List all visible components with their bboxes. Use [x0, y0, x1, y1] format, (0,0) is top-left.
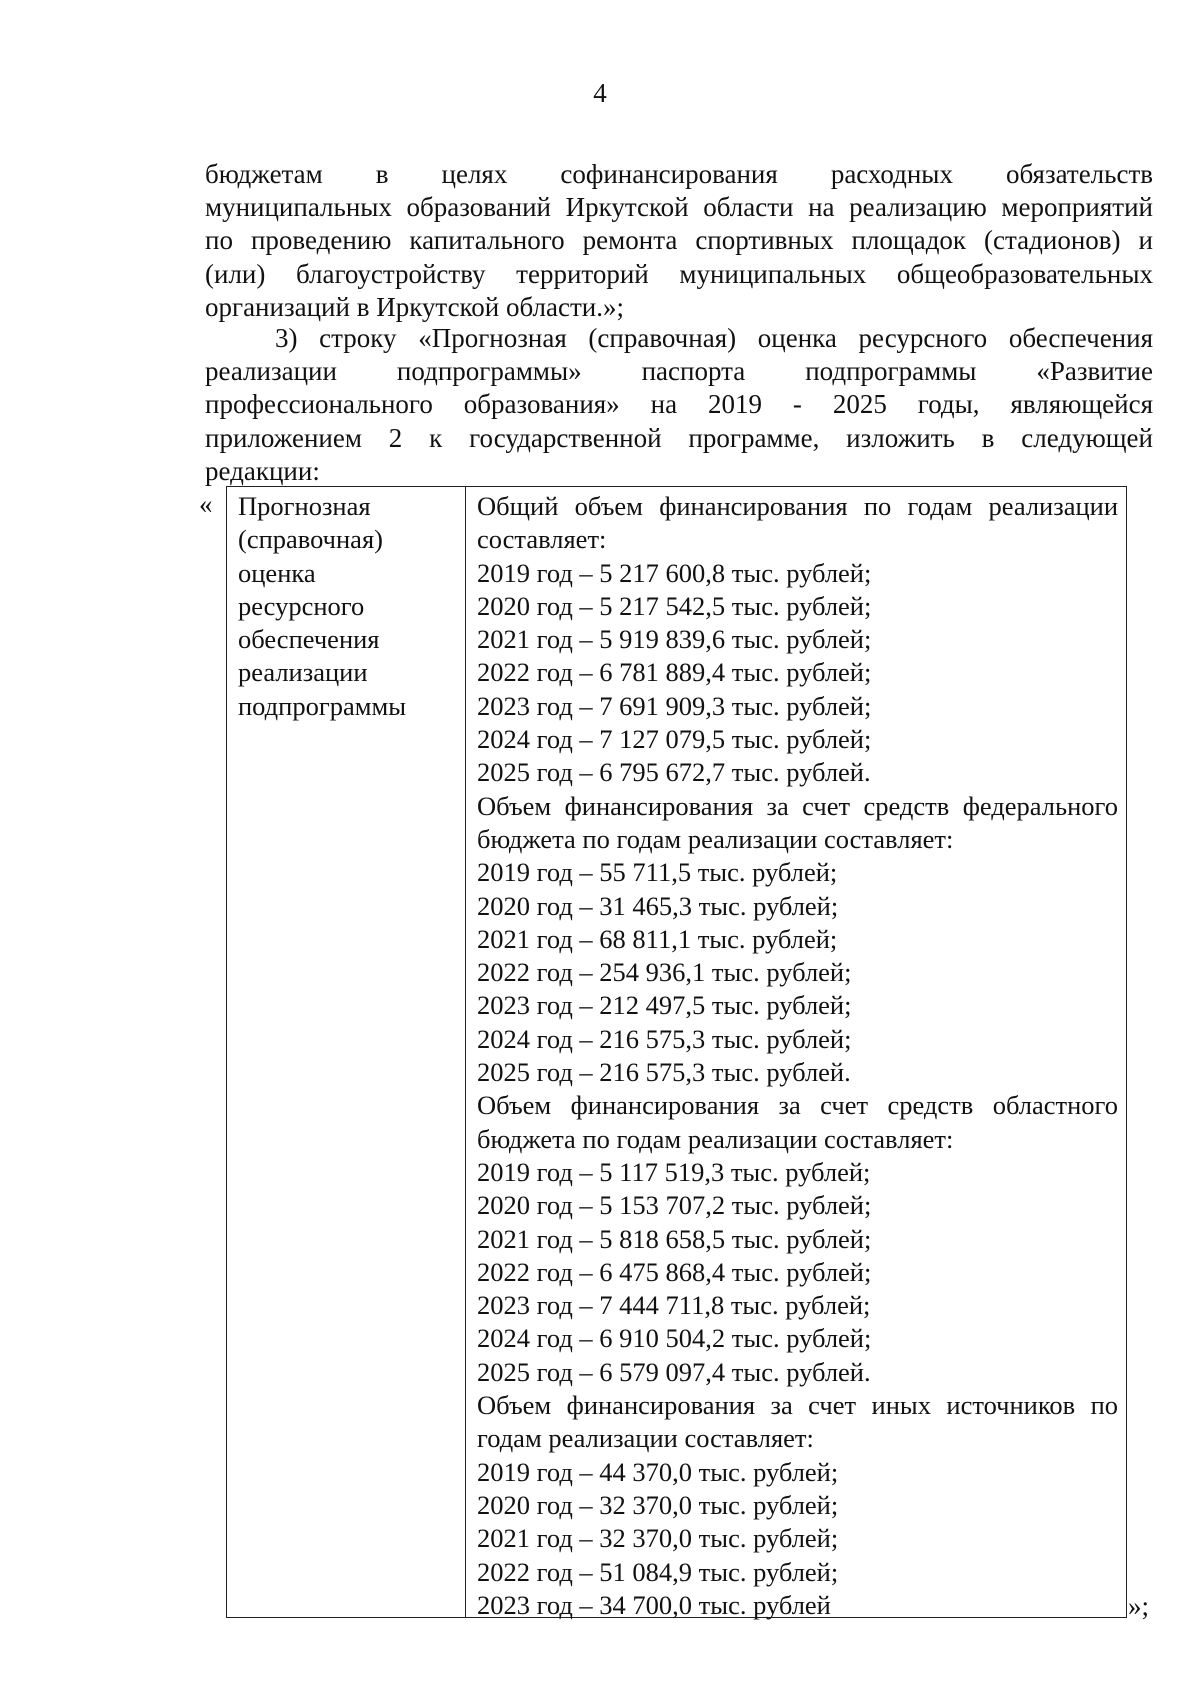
content-line: 2022 год – 6 781 889,4 тыс. рублей; — [477, 657, 872, 688]
content-line: 2024 год – 6 910 504,2 тыс. рублей; — [477, 1323, 872, 1354]
table-row-label — [227, 487, 466, 1617]
resource-provision-table — [226, 486, 1127, 1618]
text-line: бюджетам в целях софинансирования расходных обязательств — [205, 159, 1153, 189]
text-line: профессионального образования» на 2019 - 2025 годы, являющейся — [205, 389, 1153, 420]
label-line: подпрограммы — [238, 690, 407, 721]
content-line: Объем финансирования за счет средств федерального — [477, 790, 1118, 821]
content-line: 2021 год – 5 818 658,5 тыс. рублей; — [477, 1223, 872, 1254]
content-line: 2025 год – 6 795 672,7 тыс. рублей. — [477, 757, 871, 788]
text-line: редакции: — [205, 455, 320, 486]
label-line: реализации — [238, 657, 368, 688]
text-line: реализации подпрограммы» паспорта подпрограммы «Развитие — [205, 356, 1153, 387]
text-line: по проведению капитального ремонта спортивных площадок (стадионов) и — [205, 225, 1153, 256]
text-line: приложением 2 к государственной программе, изложить в следующей — [205, 422, 1153, 453]
paragraph-continuation — [205, 158, 1153, 324]
closing-quote-mark: »; — [1128, 1591, 1150, 1621]
content-line: 2024 год – 216 575,3 тыс. рублей; — [477, 1023, 852, 1054]
content-line: 2023 год – 212 497,5 тыс. рублей; — [477, 990, 852, 1021]
text-line: организаций в Иркутской области.»; — [205, 291, 625, 322]
content-line: Общий объем финансирования по годам реализации — [477, 491, 1118, 521]
content-line: 2021 год – 5 919 839,6 тыс. рублей; — [477, 624, 872, 655]
content-line: 2020 год – 5 153 707,2 тыс. рублей; — [477, 1190, 872, 1221]
content-line: 2021 год – 68 811,1 тыс. рублей; — [477, 923, 838, 954]
content-line: 2023 год – 34 700,0 тыс. рублей — [477, 1589, 831, 1620]
content-line: 2019 год – 5 117 519,3 тыс. рублей; — [477, 1156, 871, 1187]
content-line: 2019 год – 55 711,5 тыс. рублей; — [477, 857, 838, 888]
opening-quote-mark: « — [199, 489, 213, 519]
content-line: бюджета по годам реализации составляет: — [477, 823, 954, 854]
label-line: обеспечения — [238, 624, 380, 655]
content-line: 2020 год – 5 217 542,5 тыс. рублей; — [477, 590, 872, 621]
label-line: Прогнозная — [238, 491, 371, 521]
text-line: муниципальных образований Иркутской области на реализацию мероприятий — [205, 192, 1153, 223]
label-line: оценка — [238, 557, 316, 588]
content-line: 2025 год – 216 575,3 тыс. рублей. — [477, 1057, 851, 1088]
content-line: 2020 год – 31 465,3 тыс. рублей; — [477, 890, 839, 921]
content-line: 2022 год – 51 084,9 тыс. рублей; — [477, 1556, 839, 1587]
content-line: годам реализации составляет: — [477, 1423, 814, 1454]
label-line: ресурсного — [238, 590, 365, 621]
content-line: 2021 год – 32 370,0 тыс. рублей; — [477, 1523, 839, 1554]
content-line: 2025 год – 6 579 097,4 тыс. рублей. — [477, 1356, 871, 1387]
content-line: 2023 год – 7 444 711,8 тыс. рублей; — [477, 1290, 871, 1321]
content-line: бюджета по годам реализации составляет: — [477, 1123, 954, 1154]
text-line: 3) строку «Прогнозная (справочная) оценка ресурсного обеспечения — [275, 323, 1153, 353]
content-line: Объем финансирования за счет иных источников по — [477, 1390, 1118, 1421]
page-number: 4 — [593, 78, 607, 108]
content-line: 2019 год – 44 370,0 тыс. рублей; — [477, 1456, 839, 1487]
content-line: 2024 год – 7 127 079,5 тыс. рублей; — [477, 724, 872, 755]
content-line: 2023 год – 7 691 909,3 тыс. рублей; — [477, 690, 872, 721]
content-line: 2019 год – 5 217 600,8 тыс. рублей; — [477, 557, 872, 588]
content-line: 2020 год – 32 370,0 тыс. рублей; — [477, 1489, 839, 1520]
table-row-content — [466, 487, 1126, 1620]
content-line: составляет: — [477, 524, 607, 555]
label-line: (справочная) — [238, 524, 383, 555]
text-line: (или) благоустройству территорий муниципальных общеобразовательных — [205, 258, 1153, 289]
content-line: Объем финансирования за счет средств областного — [477, 1090, 1118, 1121]
paragraph-item-3 — [205, 322, 1153, 488]
content-line: 2022 год – 6 475 868,4 тыс. рублей; — [477, 1256, 872, 1287]
content-line: 2022 год – 254 936,1 тыс. рублей; — [477, 957, 852, 988]
